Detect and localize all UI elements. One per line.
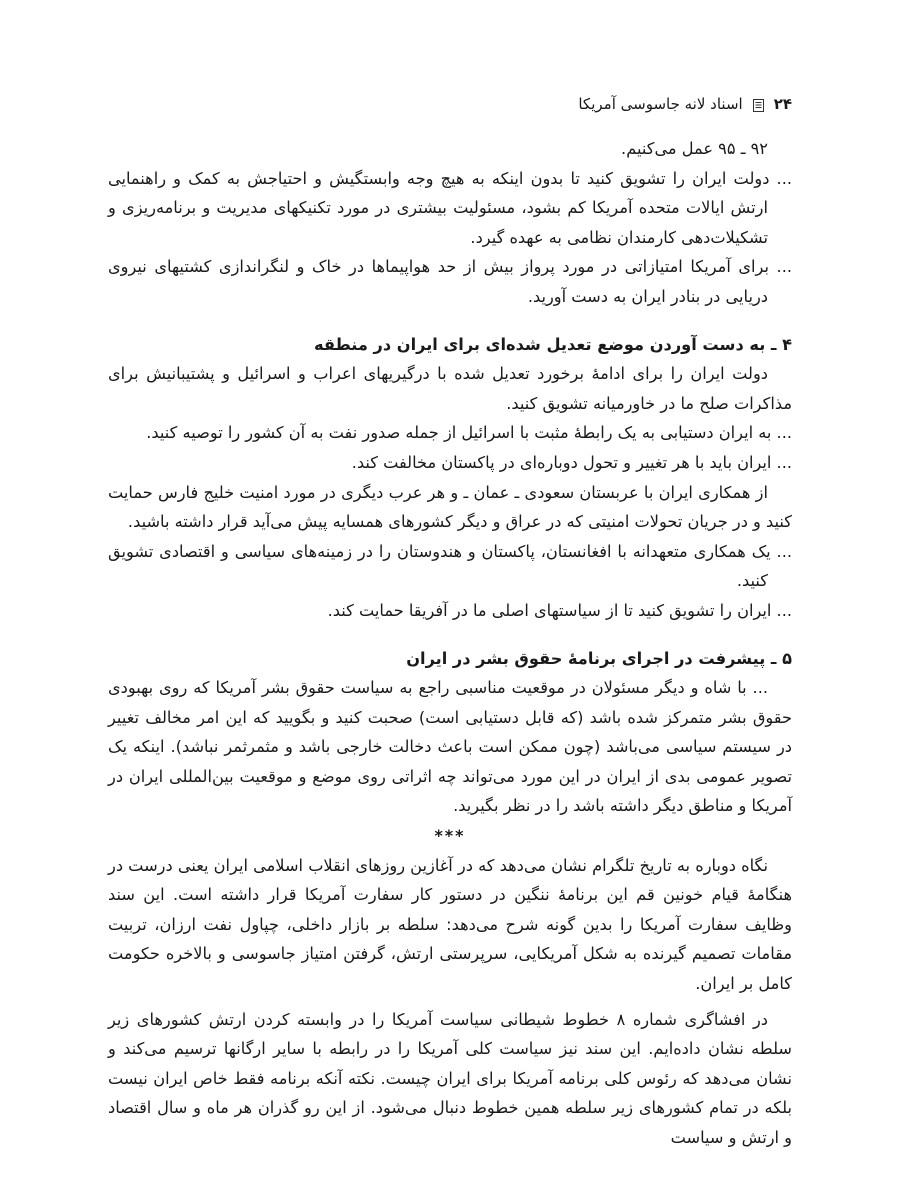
body-paragraph: ... با شاه و دیگر مسئولان در موقعیت مناسبی راجع به سیاست حقوق بشر آمریکا که روی بهبودی حقوق بشر متمرکز شده باشد (که قابل دستیابی است) صحبت کنید و بگویید که این امر مخالف تغییر در سیستم سیاسی می‌باشد (چون ممکن است باعث دخالت خارجی باشد و مثمرثمر نباشد). اینکه یک تصویر عمومی بدی از ایران در این مورد می‌تواند چه اثراتی روی موضع و موقعیت بین‌المللی ایران در آمریکا و مناطق دیگر داشته باشد را در نظر بگیرید. (108, 678, 792, 816)
page-header (108, 92, 792, 116)
section-heading-5: ۵ ـ پیشرفت در اجرای برنامهٔ حقوق بشر در ایران (406, 648, 792, 668)
bullet-paragraph: ... دولت ایران را تشویق کنید تا بدون اینکه به هیچ وجه وابستگیش و احتیاجش به کمک و راهنمایی ارتش ایالات متحده آمریکا کم بشود، مسئولیت بیشتری در مورد تکنیکهای مدیریت و برنامه‌ریزی و تشکیلات‌دهی کارمندان نظامی به عهده گیرد. (108, 168, 792, 247)
section-heading-4: ۴ ـ به دست آوردن موضع تعدیل شده‌ای برای ایران در منطقه (314, 334, 792, 354)
body-paragraph: نگاه دوباره به تاریخ تلگرام نشان می‌دهد که در آغازین روزهای انقلاب اسلامی ایران یعنی درست در هنگامهٔ قیام خونین قم این برنامهٔ ننگین در دستور کار سفارت آمریکا قرار داشته است. این سند وظایف سفارت آمریکا را بدین گونه شرح می‌دهد: سلطه بر بازار داخلی، چپاول نفت ارزان، تربیت مقامات تصمیم گیرنده به شکل آمریکایی، سرپرستی ارتش، گرفتن امتیاز جاسوسی و بالاخره حکومت کامل بر ایران. (108, 855, 792, 994)
body-paragraph: در افشاگری شماره ۸ خطوط شیطانی سیاست آمریکا را در وابسته کردن ارتش کشورهای زیر سلطه نشان داده‌ایم. این سند نیز سیاست کلی آمریکا را در رابطه با سایر ارگانها ترسیم می‌کند و نشان می‌دهد که رئوس کلی برنامه آمریکا برای ایران چیست. نکته آنکه برنامه فقط خاص ایران نیست بلکه در تمام کشورهای زیر سلطه همین خطوط دنبال می‌شود. از این رو گذران هر ماه و سال اقتصاد و ارتش و سیاست (108, 1009, 792, 1147)
opening-line: ۹۲ ـ ۹۵ عمل می‌کنیم. (621, 139, 768, 158)
page-body (108, 134, 792, 1153)
body-paragraph: از همکاری ایران با عربستان سعودی ـ عمان ـ و هر عرب دیگری در مورد امنیت خلیج فارس حمایت کنید و در جریان تحولات امنیتی که در عراق و دیگر کشورهای همسایه پیش می‌آید قرار داشته باشید. (108, 482, 792, 532)
document-icon (753, 98, 764, 111)
bullet-paragraph: ... برای آمریکا امتیازاتی در مورد پرواز بیش از حد هواپیماها در خاک و لنگراندازی کشتیهای نیروی دریایی در بنادر ایران به دست آورید. (108, 257, 792, 306)
bullet-paragraph: ... یک همکاری متعهدانه با افغانستان، پاکستان و هندوستان را در زمینه‌های سیاسی و اقتصادی تشویق کنید. (108, 541, 792, 591)
running-title: اسناد لانه جاسوسی آمریکا (578, 95, 743, 113)
body-paragraph: دولت ایران را برای ادامهٔ برخورد تعدیل شده با درگیریهای اعراب و اسرائیل و پشتیبانیش برای مذاکرات صلح ما در خاورمیانه تشویق کنید. (108, 364, 792, 413)
bullet-paragraph: ... ایران باید با هر تغییر و تحول دوباره‌ای در پاکستان مخالفت کند. (351, 452, 792, 472)
page-number: ۲۴ (773, 95, 792, 113)
bullet-paragraph: ... به ایران دستیابی به یک رابطهٔ مثبت با اسرائیل از جمله صدور نفت به آن کشور را توصیه کنید. (146, 423, 792, 443)
bullet-paragraph: ... ایران را تشویق کنید تا از سیاستهای اصلی ما در آفریقا حمایت کند. (327, 600, 792, 620)
section-separator: *** (434, 826, 466, 846)
